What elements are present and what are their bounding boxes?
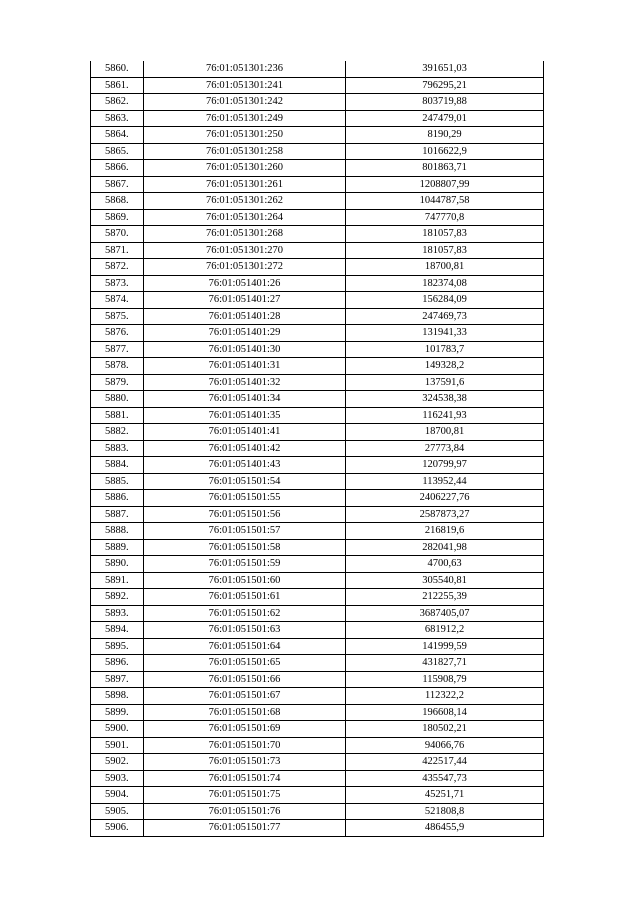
cadastral-number-cell: 76:01:051401:32 (144, 374, 346, 391)
cadastral-number-cell: 76:01:051401:26 (144, 275, 346, 292)
row-number-cell: 5881. (91, 407, 144, 424)
table-row (91, 655, 544, 672)
table-row (91, 143, 544, 160)
table-row (91, 572, 544, 589)
cadastral-number-cell: 76:01:051401:29 (144, 325, 346, 342)
row-number-cell: 5901. (91, 737, 144, 754)
cadastral-number-cell: 76:01:051501:54 (144, 473, 346, 490)
row-number-cell: 5864. (91, 127, 144, 144)
cadastral-value-cell: 137591,6 (346, 374, 544, 391)
row-number-cell: 5880. (91, 391, 144, 408)
cadastral-value-cell: 2406227,76 (346, 490, 544, 507)
table-row (91, 457, 544, 474)
row-number-cell: 5887. (91, 506, 144, 523)
row-number-cell: 5865. (91, 143, 144, 160)
cadastral-number-cell: 76:01:051401:35 (144, 407, 346, 424)
row-number-cell: 5893. (91, 605, 144, 622)
row-number-cell: 5903. (91, 770, 144, 787)
row-number-cell: 5874. (91, 292, 144, 309)
table-row (91, 589, 544, 606)
table-row (91, 704, 544, 721)
cadastral-value-cell: 18700,81 (346, 259, 544, 276)
cadastral-value-table (90, 61, 544, 837)
cadastral-number-cell: 76:01:051501:65 (144, 655, 346, 672)
cadastral-number-cell: 76:01:051301:260 (144, 160, 346, 177)
table-row (91, 94, 544, 111)
row-number-cell: 5863. (91, 110, 144, 127)
cadastral-value-cell: 801863,71 (346, 160, 544, 177)
cadastral-number-cell: 76:01:051501:75 (144, 787, 346, 804)
row-number-cell: 5902. (91, 754, 144, 771)
table-row (91, 770, 544, 787)
cadastral-value-cell: 181057,83 (346, 226, 544, 243)
table-row (91, 176, 544, 193)
cadastral-value-cell: 115908,79 (346, 671, 544, 688)
table-row (91, 160, 544, 177)
cadastral-number-cell: 76:01:051301:258 (144, 143, 346, 160)
cadastral-number-cell: 76:01:051401:42 (144, 440, 346, 457)
cadastral-number-cell: 76:01:051501:69 (144, 721, 346, 738)
cadastral-value-cell: 391651,03 (346, 61, 544, 77)
table-row (91, 688, 544, 705)
table-row (91, 506, 544, 523)
cadastral-value-cell: 521808,8 (346, 803, 544, 820)
row-number-cell: 5868. (91, 193, 144, 210)
table-row (91, 671, 544, 688)
table-row (91, 374, 544, 391)
row-number-cell: 5894. (91, 622, 144, 639)
cadastral-number-cell: 76:01:051401:34 (144, 391, 346, 408)
row-number-cell: 5882. (91, 424, 144, 441)
cadastral-value-cell: 282041,98 (346, 539, 544, 556)
cadastral-number-cell: 76:01:051301:236 (144, 61, 346, 77)
cadastral-number-cell: 76:01:051501:60 (144, 572, 346, 589)
row-number-cell: 5872. (91, 259, 144, 276)
row-number-cell: 5892. (91, 589, 144, 606)
cadastral-value-cell: 181057,83 (346, 242, 544, 259)
row-number-cell: 5883. (91, 440, 144, 457)
cadastral-value-cell: 131941,33 (346, 325, 544, 342)
row-number-cell: 5876. (91, 325, 144, 342)
table-row (91, 391, 544, 408)
cadastral-value-cell: 1016622,9 (346, 143, 544, 160)
cadastral-number-cell: 76:01:051501:63 (144, 622, 346, 639)
cadastral-number-cell: 76:01:051501:59 (144, 556, 346, 573)
table-row (91, 605, 544, 622)
table-row (91, 193, 544, 210)
table-row (91, 407, 544, 424)
cadastral-value-cell: 305540,81 (346, 572, 544, 589)
cadastral-value-cell: 141999,59 (346, 638, 544, 655)
cadastral-value-cell: 1208807,99 (346, 176, 544, 193)
table-row (91, 556, 544, 573)
cadastral-number-cell: 76:01:051501:68 (144, 704, 346, 721)
cadastral-number-cell: 76:01:051501:55 (144, 490, 346, 507)
cadastral-value-cell: 101783,7 (346, 341, 544, 358)
cadastral-number-cell: 76:01:051301:242 (144, 94, 346, 111)
cadastral-value-cell: 431827,71 (346, 655, 544, 672)
cadastral-number-cell: 76:01:051301:249 (144, 110, 346, 127)
row-number-cell: 5898. (91, 688, 144, 705)
cadastral-number-cell: 76:01:051501:64 (144, 638, 346, 655)
row-number-cell: 5897. (91, 671, 144, 688)
cadastral-value-cell: 747770,8 (346, 209, 544, 226)
cadastral-value-cell: 156284,09 (346, 292, 544, 309)
cadastral-value-cell: 8190,29 (346, 127, 544, 144)
cadastral-number-cell: 76:01:051301:270 (144, 242, 346, 259)
table-row (91, 803, 544, 820)
row-number-cell: 5866. (91, 160, 144, 177)
cadastral-value-cell: 212255,39 (346, 589, 544, 606)
row-number-cell: 5904. (91, 787, 144, 804)
cadastral-number-cell: 76:01:051401:41 (144, 424, 346, 441)
table-row (91, 787, 544, 804)
row-number-cell: 5906. (91, 820, 144, 837)
cadastral-number-cell: 76:01:051301:264 (144, 209, 346, 226)
cadastral-number-cell: 76:01:051301:241 (144, 77, 346, 94)
cadastral-number-cell: 76:01:051501:76 (144, 803, 346, 820)
cadastral-value-cell: 112322,2 (346, 688, 544, 705)
cadastral-number-cell: 76:01:051501:56 (144, 506, 346, 523)
cadastral-value-cell: 149328,2 (346, 358, 544, 375)
table-row (91, 308, 544, 325)
cadastral-value-cell: 94066,76 (346, 737, 544, 754)
row-number-cell: 5867. (91, 176, 144, 193)
table-row (91, 523, 544, 540)
cadastral-value-cell: 4700,63 (346, 556, 544, 573)
row-number-cell: 5873. (91, 275, 144, 292)
table-row (91, 77, 544, 94)
cadastral-value-cell: 18700,81 (346, 424, 544, 441)
table-row (91, 424, 544, 441)
row-number-cell: 5871. (91, 242, 144, 259)
cadastral-value-cell: 120799,97 (346, 457, 544, 474)
cadastral-value-cell: 486455,9 (346, 820, 544, 837)
table-row (91, 209, 544, 226)
table-row (91, 341, 544, 358)
cadastral-number-cell: 76:01:051301:261 (144, 176, 346, 193)
row-number-cell: 5885. (91, 473, 144, 490)
table-row (91, 490, 544, 507)
row-number-cell: 5869. (91, 209, 144, 226)
table-row (91, 259, 544, 276)
row-number-cell: 5886. (91, 490, 144, 507)
row-number-cell: 5878. (91, 358, 144, 375)
row-number-cell: 5860. (91, 61, 144, 77)
cadastral-number-cell: 76:01:051301:268 (144, 226, 346, 243)
cadastral-number-cell: 76:01:051501:74 (144, 770, 346, 787)
table-row (91, 473, 544, 490)
cadastral-value-cell: 2587873,27 (346, 506, 544, 523)
cadastral-value-cell: 27773,84 (346, 440, 544, 457)
cadastral-value-cell: 116241,93 (346, 407, 544, 424)
row-number-cell: 5896. (91, 655, 144, 672)
row-number-cell: 5875. (91, 308, 144, 325)
row-number-cell: 5862. (91, 94, 144, 111)
cadastral-value-cell: 796295,21 (346, 77, 544, 94)
cadastral-number-cell: 76:01:051501:66 (144, 671, 346, 688)
cadastral-value-cell: 216819,6 (346, 523, 544, 540)
cadastral-number-cell: 76:01:051301:250 (144, 127, 346, 144)
table-row (91, 721, 544, 738)
table-row (91, 242, 544, 259)
cadastral-value-cell: 324538,38 (346, 391, 544, 408)
cadastral-number-cell: 76:01:051501:67 (144, 688, 346, 705)
table-row (91, 292, 544, 309)
cadastral-value-cell: 180502,21 (346, 721, 544, 738)
table-row (91, 539, 544, 556)
table-row (91, 638, 544, 655)
row-number-cell: 5877. (91, 341, 144, 358)
row-number-cell: 5889. (91, 539, 144, 556)
table-row (91, 275, 544, 292)
table-row (91, 754, 544, 771)
cadastral-number-cell: 76:01:051501:57 (144, 523, 346, 540)
table-row (91, 737, 544, 754)
row-number-cell: 5888. (91, 523, 144, 540)
row-number-cell: 5879. (91, 374, 144, 391)
cadastral-number-cell: 76:01:051401:30 (144, 341, 346, 358)
cadastral-number-cell: 76:01:051401:43 (144, 457, 346, 474)
table-body (91, 61, 544, 836)
cadastral-number-cell: 76:01:051501:61 (144, 589, 346, 606)
row-number-cell: 5884. (91, 457, 144, 474)
table-row (91, 440, 544, 457)
cadastral-number-cell: 76:01:051301:272 (144, 259, 346, 276)
row-number-cell: 5870. (91, 226, 144, 243)
table-row (91, 61, 544, 77)
cadastral-number-cell: 76:01:051501:70 (144, 737, 346, 754)
cadastral-value-cell: 182374,08 (346, 275, 544, 292)
table-row (91, 325, 544, 342)
table-row (91, 358, 544, 375)
row-number-cell: 5861. (91, 77, 144, 94)
table-row (91, 820, 544, 837)
row-number-cell: 5899. (91, 704, 144, 721)
cadastral-value-cell: 681912,2 (346, 622, 544, 639)
cadastral-value-cell: 247479,01 (346, 110, 544, 127)
cadastral-number-cell: 76:01:051501:77 (144, 820, 346, 837)
cadastral-value-cell: 45251,71 (346, 787, 544, 804)
cadastral-number-cell: 76:01:051501:62 (144, 605, 346, 622)
cadastral-value-cell: 803719,88 (346, 94, 544, 111)
cadastral-value-cell: 1044787,58 (346, 193, 544, 210)
row-number-cell: 5895. (91, 638, 144, 655)
table-row (91, 226, 544, 243)
cadastral-number-cell: 76:01:051301:262 (144, 193, 346, 210)
cadastral-number-cell: 76:01:051501:73 (144, 754, 346, 771)
cadastral-value-cell: 422517,44 (346, 754, 544, 771)
row-number-cell: 5890. (91, 556, 144, 573)
row-number-cell: 5891. (91, 572, 144, 589)
table-row (91, 127, 544, 144)
cadastral-value-cell: 113952,44 (346, 473, 544, 490)
cadastral-value-cell: 3687405,07 (346, 605, 544, 622)
cadastral-number-cell: 76:01:051501:58 (144, 539, 346, 556)
cadastral-value-cell: 196608,14 (346, 704, 544, 721)
cadastral-value-cell: 247469,73 (346, 308, 544, 325)
cadastral-number-cell: 76:01:051401:27 (144, 292, 346, 309)
row-number-cell: 5905. (91, 803, 144, 820)
cadastral-value-cell: 435547,73 (346, 770, 544, 787)
row-number-cell: 5900. (91, 721, 144, 738)
cadastral-number-cell: 76:01:051401:31 (144, 358, 346, 375)
table-row (91, 622, 544, 639)
table-row (91, 110, 544, 127)
cadastral-number-cell: 76:01:051401:28 (144, 308, 346, 325)
